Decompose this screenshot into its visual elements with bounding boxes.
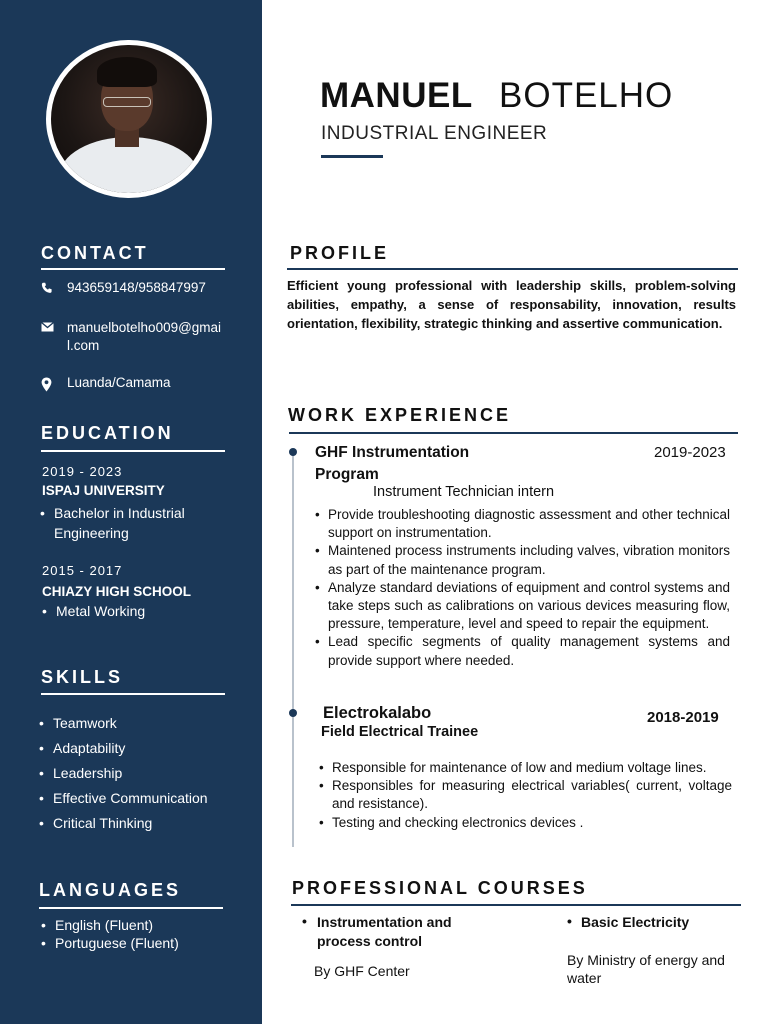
courses-heading: PROFESSIONAL COURSES [292,878,588,898]
skill-item: • Critical Thinking [39,811,239,836]
email-address: manuelbotelho009@gmail.com [67,320,222,353]
job-title: INDUSTRIAL ENGINEER [321,123,548,144]
list-item: • Bachelor in Industrial Engineering [40,503,230,543]
language-item: • Portuguese (Fluent) [41,934,241,952]
education-rule [41,450,225,452]
experience-rule [289,432,738,434]
phone-number: 943659148/958847997 [67,280,206,295]
list-item: • Metal Working [42,601,232,621]
title-underline [321,155,383,158]
course-title-1: Instrumentation and process control [317,914,452,949]
phone-icon [41,279,67,294]
profile-heading: PROFILE [290,243,390,263]
timeline-line [292,451,294,847]
contact-rule [41,268,225,270]
location-text: Luanda/Camama [67,375,171,390]
sidebar [0,0,262,1024]
skills-list [39,711,239,836]
skill-item: • Teamwork [39,711,239,736]
photo-hair [97,57,157,87]
profile-text: Efficient young professional with leadership skills, problem-solving abilities, empathy, a sense of responsability, innovation, results orientation, flexibility, strategic thinking and assertive communication. [287,278,736,331]
skills-rule [41,693,225,695]
contact-email [41,319,227,355]
timeline-dot [289,709,297,717]
job-role-2: Field Electrical Trainee [321,724,479,740]
profile-photo [46,40,212,198]
list-item: • Lead specific segments of quality management systems and provide support where needed. [315,633,730,669]
job-role-1: Instrument Technician intern [373,484,555,500]
list-item: • Provide troubleshooting diagnostic assessment and other technical support on instrumentation. [315,506,730,542]
education-details-2 [42,601,232,621]
languages-list [41,916,241,952]
course-bullet: • [302,913,307,929]
course-provider-2: By Ministry of energy and water [567,952,725,986]
location-pin-icon [41,374,67,392]
list-item: • Maintened process instruments including valves, vibration monitors as part of the maintenance program. [315,542,730,578]
mail-icon [41,319,67,332]
experience-heading: WORK EXPERIENCE [288,405,512,425]
profile-rule [287,268,738,270]
list-item: • Responsible for maintenance of low and medium voltage lines. [319,759,732,777]
course-bullet: • [567,913,572,929]
list-item: • Responsibles for measuring electrical variables( current, voltage and resistance). [319,777,732,813]
education-heading: EDUCATION [41,423,174,443]
last-name: BOTELHO [499,76,674,115]
timeline-dot [289,448,297,456]
education-school-1: ISPAJ UNIVERSITY [42,483,165,498]
course-provider-1: By GHF Center [314,963,410,979]
education-years-1: 2019 - 2023 [42,464,123,479]
course-title-2: Basic Electricity [581,914,690,930]
job-duties-2 [319,759,732,832]
list-item: • Analyze standard deviations of equipment and control systems and take steps such as calibrations on various devices measuring flow, pressure, temperature, level and speed to repair the equipment. [315,579,730,634]
job-organization-1: GHF Instrumentation Program [315,444,470,483]
contact-location [41,374,227,392]
courses-rule [291,904,741,906]
languages-rule [39,907,223,909]
job-dates-1: 2019-2023 [654,444,726,461]
languages-heading: LANGUAGES [39,880,182,900]
education-school-2: CHIAZY HIGH SCHOOL [42,584,192,599]
skills-heading: SKILLS [41,667,124,687]
skill-item: • Effective Communication [39,786,239,811]
list-item: • Testing and checking electronics devices . [319,814,732,832]
job-dates-2: 2018-2019 [647,709,719,726]
education-years-2: 2015 - 2017 [42,563,123,578]
contact-heading: CONTACT [41,243,149,263]
skill-item: • Adaptability [39,736,239,761]
contact-phone [41,279,227,297]
language-item: • English (Fluent) [41,916,241,934]
job-organization-2: Electrokalabo [323,704,432,722]
skill-item: • Leadership [39,761,239,786]
job-duties-1 [315,506,730,670]
first-name: MANUEL [320,76,473,115]
photo-glasses [103,97,151,107]
education-details-1 [40,503,230,543]
